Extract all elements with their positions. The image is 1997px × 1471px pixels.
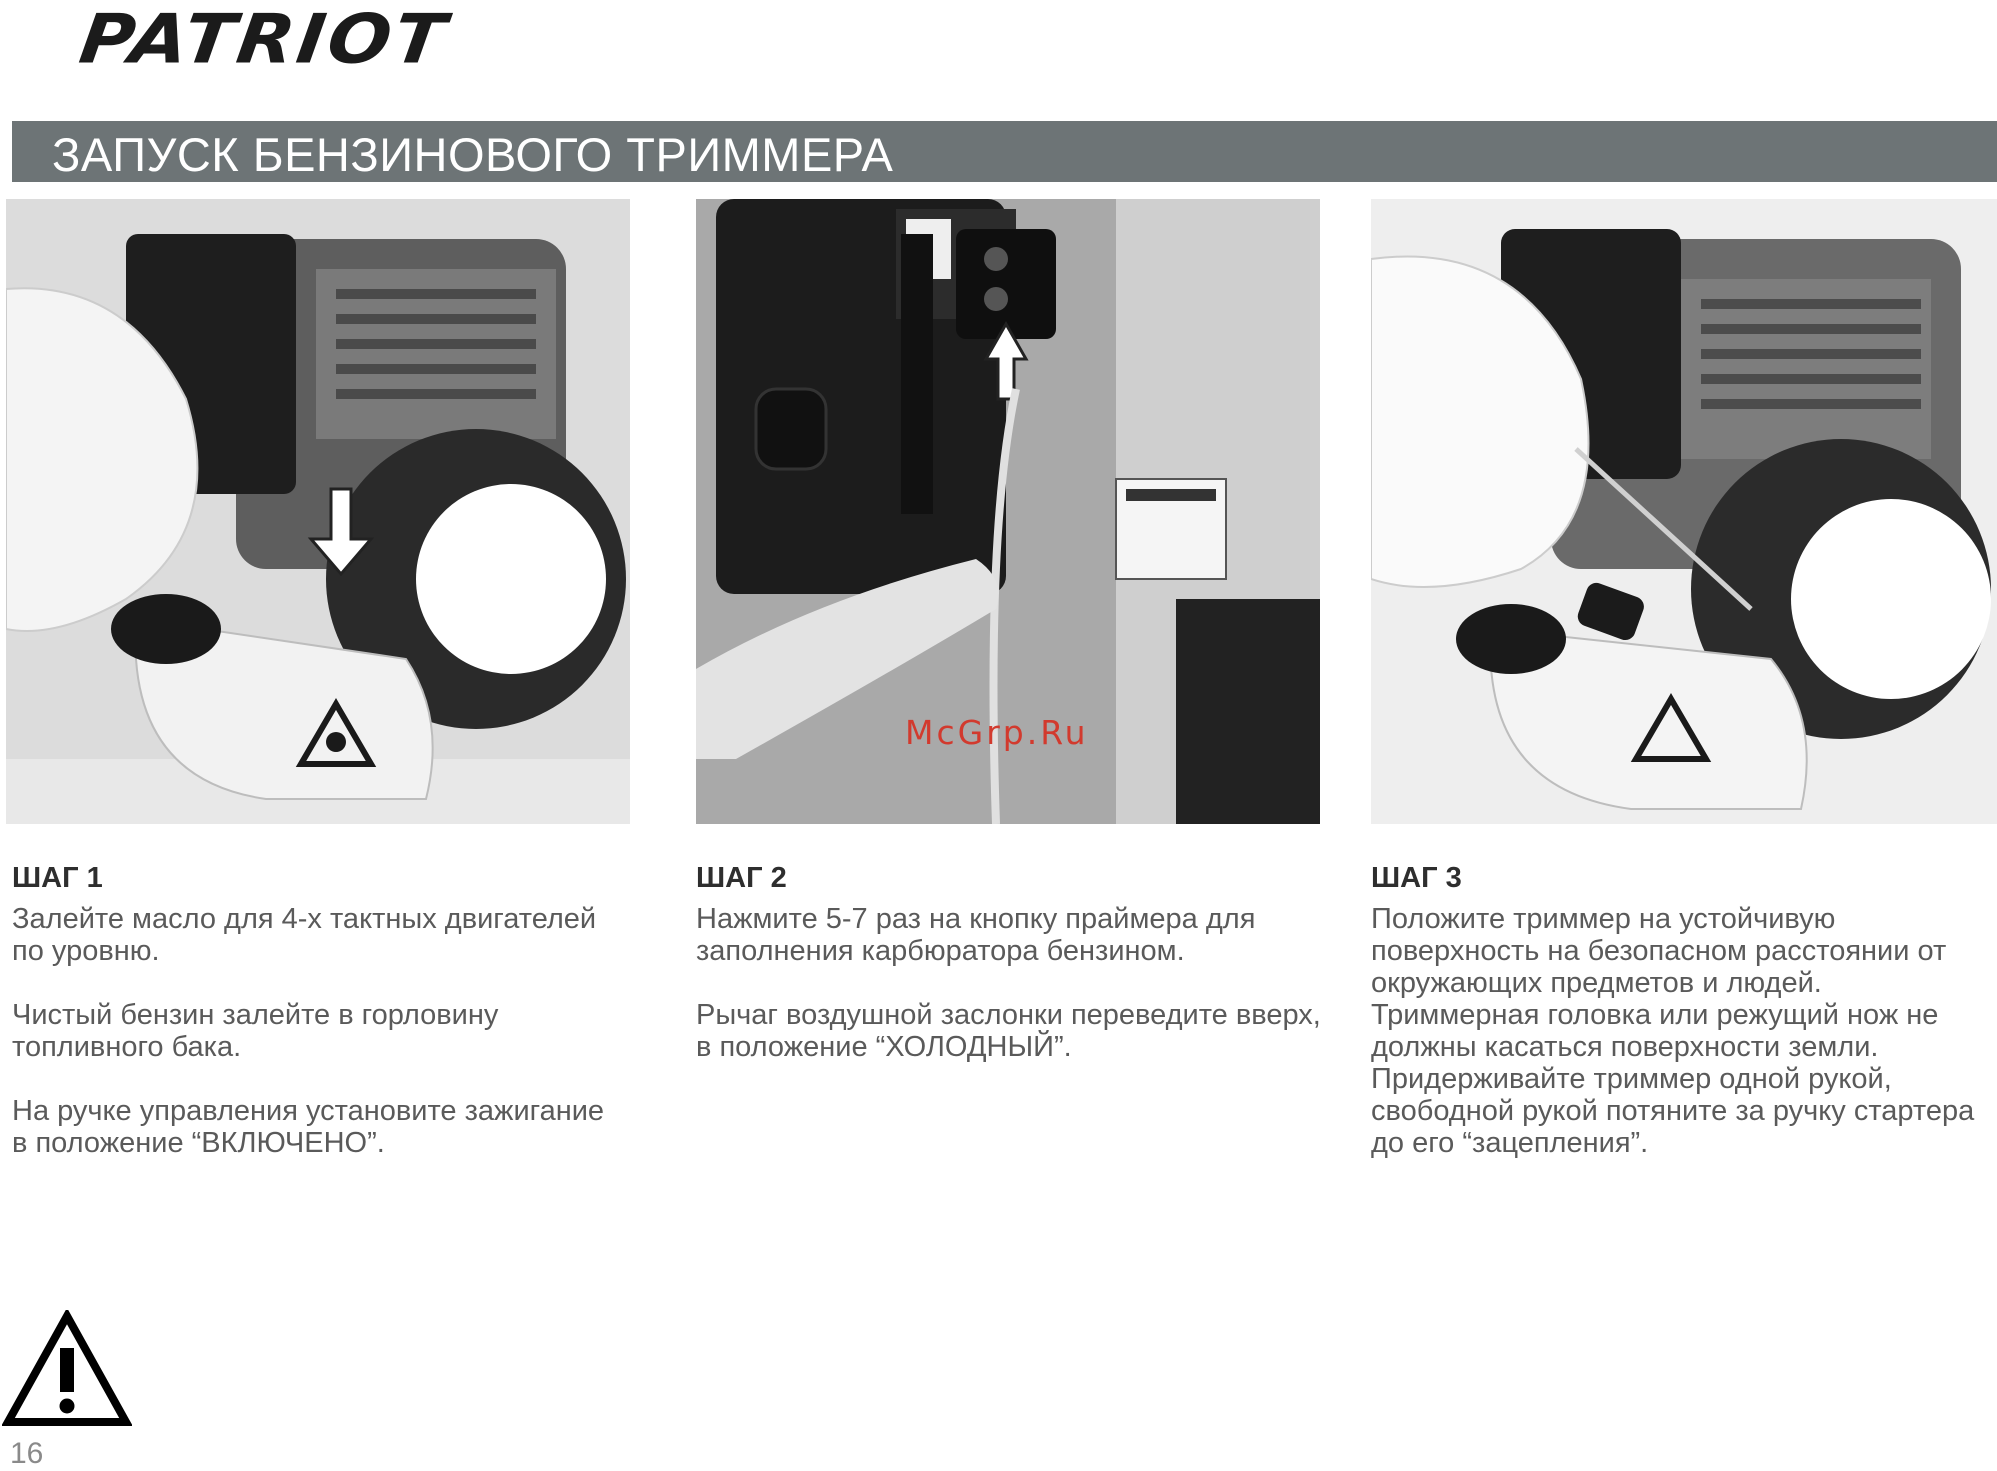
step-2-title: ШАГ 2	[696, 862, 787, 894]
step-3-text-1: Положите триммер на устойчивую поверхность на безопасном расстоянии от окружающих предметов и людей. Триммерная головка или режущий нож не должны касаться поверхности земли. Придерживайте триммер одной рукой, свободной рукой потяните за ручку стартера до его “зацепления”.	[1371, 903, 1975, 1159]
warning-triangle-icon	[2, 1310, 132, 1428]
step-3	[1371, 862, 1991, 1191]
section-header	[12, 121, 1997, 182]
step-1	[12, 862, 612, 1191]
step-2-text-1: Нажмите 5-7 раз на кнопку праймера для заполнения карбюратора бензином.	[696, 903, 1256, 967]
step-2-text-2: Рычаг воздушной заслонки переведите вверх, в положение “ХОЛОДНЫЙ”.	[696, 999, 1321, 1063]
step-1-photo	[6, 199, 630, 824]
brand-logo: PATRIOT	[74, 0, 454, 80]
step-1-text-3: На ручке управления установите зажигание в положение “ВКЛЮЧЕНО”.	[12, 1095, 605, 1159]
watermark-text: McGrp.Ru	[905, 713, 1089, 752]
step-2	[696, 862, 1336, 1095]
step-1-title: ШАГ 1	[12, 862, 103, 894]
page-title: ЗАПУСК БЕНЗИНОВОГО ТРИММЕРА	[52, 128, 894, 181]
step-3-photo	[1371, 199, 1997, 824]
step-1-text-2: Чистый бензин залейте в горловину топливного бака.	[12, 999, 499, 1063]
step-1-text-1: Залейте масло для 4-х тактных двигателей по уровню.	[12, 903, 597, 967]
page-number: 16	[10, 1437, 44, 1470]
step-3-title: ШАГ 3	[1371, 862, 1462, 894]
